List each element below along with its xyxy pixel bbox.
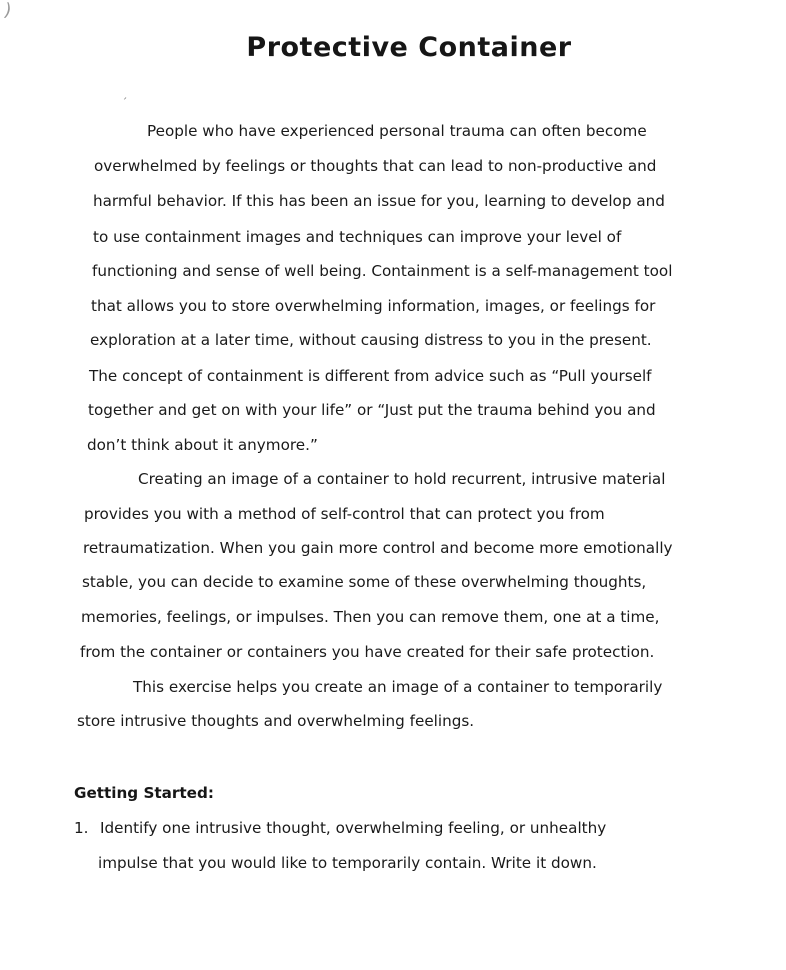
paragraph-1-line-2: overwhelmed by feelings or thoughts that can lead to non-productive and — [94, 157, 657, 175]
paragraph-2-line-5: memories, feelings, or impulses. Then you can remove them, one at a time, — [81, 608, 660, 626]
section-heading-getting-started: Getting Started: — [74, 784, 214, 802]
paragraph-1-line-5: functioning and sense of well being. Containment is a self-management tool — [92, 262, 673, 280]
paragraph-2-line-1: Creating an image of a container to hold recurrent, intrusive material — [138, 470, 666, 488]
paragraph-2-line-6: from the container or containers you have created for their safe protection. — [80, 643, 655, 661]
paragraph-3-line-2: store intrusive thoughts and overwhelming feelings. — [77, 712, 475, 730]
step-1-line-2: impulse that you would like to temporarily contain. Write it down. — [98, 854, 597, 872]
paragraph-2-line-4: stable, you can decide to examine some of these overwhelming thoughts, — [82, 573, 647, 591]
step-1-line-1: Identify one intrusive thought, overwhelming feeling, or unhealthy — [100, 819, 607, 837]
paragraph-1-line-8: The concept of containment is different from advice such as “Pull yourself — [89, 367, 652, 385]
scan-artifact-mark: ) — [1, 0, 14, 22]
paragraph-2-line-3: retraumatization. When you gain more control and become more emotionally — [83, 539, 673, 557]
paragraph-1-line-3: harmful behavior. If this has been an issue for you, learning to develop and — [93, 192, 665, 210]
paragraph-1-line-6: that allows you to store overwhelming information, images, or feelings for — [91, 297, 656, 315]
scan-artifact-speck: ʼ — [119, 94, 129, 109]
paragraph-1-line-9: together and get on with your life” or “Just put the trauma behind you and — [88, 401, 656, 419]
page-title: Protective Container — [246, 32, 572, 63]
paragraph-2-line-2: provides you with a method of self-control that can protect you from — [84, 505, 605, 523]
paragraph-1-line-7: exploration at a later time, without causing distress to you in the present. — [90, 331, 652, 349]
paragraph-1-line-10: don’t think about it anymore.” — [87, 436, 318, 454]
paragraph-3-line-1: This exercise helps you create an image of a container to temporarily — [133, 678, 663, 696]
paragraph-1-line-4: to use containment images and techniques can improve your level of — [93, 228, 622, 246]
step-number: 1. — [74, 819, 89, 837]
paragraph-1-line-1: People who have experienced personal trauma can often become — [147, 122, 647, 140]
